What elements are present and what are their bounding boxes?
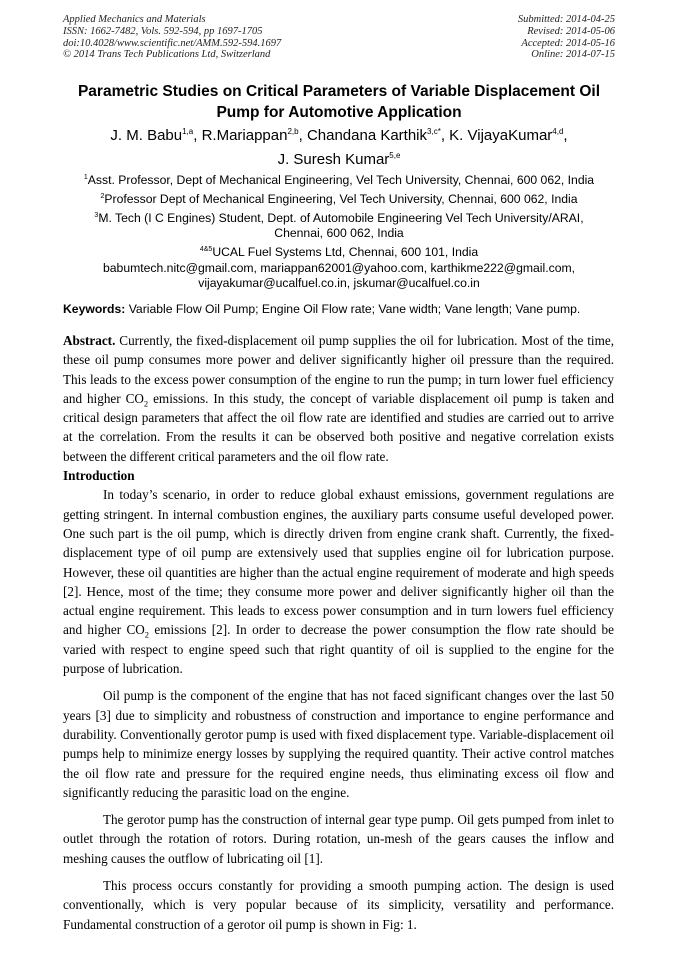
author: J. M. Babu: [110, 127, 183, 144]
copyright: © 2014 Trans Tech Publications Ltd, Switzerland: [63, 49, 271, 61]
emails: vijayakumar@ucalfuel.co.in, jskumar@ucalfuel.co.in: [198, 276, 480, 291]
abstract: [63, 331, 614, 466]
author-sup: 2,b: [287, 127, 299, 136]
affil-sup: 1: [83, 174, 88, 181]
author-sup: 4,d: [552, 127, 564, 136]
subscript: 2: [143, 398, 149, 409]
affil-text: Asst. Professor, Dept of Mechanical Engineering, Vel Tech University, Chennai, 600 062, India: [87, 173, 595, 188]
keywords-text: Variable Flow Oil Pump; Engine Oil Flow rate; Vane width; Vane length; Vane pump.: [125, 302, 581, 316]
affiliation: [40, 189, 638, 208]
keywords-label: Keywords:: [63, 302, 126, 316]
issn: ISSN: 1662-7482, Vols. 592-594, pp 1697-1705: [63, 25, 263, 37]
paragraph: [63, 485, 614, 678]
abstract-text: emissions. In this study, the concept of variable displacement oil pump is taken and critical design parameters that affect the oil flow rate are identified and studies are carried out to arrive at the correlation. From the results it can be observed both positive and negative correlation exists between the different critical parameters and the oil flow rate.: [63, 390, 614, 464]
abstract-text: Currently, the fixed-displacement oil pump supplies the oil for lubrication. Most of the time, these oil pump consumes more power and deliver significantly higher oil pressure than the required. This leads to the excess power consumption of the engine to run the pump; in turn lower fuel efficiency and higher CO: [63, 333, 614, 406]
accepted-date: Accepted: 2014-05-16: [521, 37, 615, 49]
paragraph: The gerotor pump has the construction of internal gear type pump. Oil gets pumped from inlet to outlet through the rotation of rotors. During rotation, un-mesh of the gears causes the inflow and meshing causes the outflow of lubricating oil [1].: [63, 812, 614, 866]
revised-date: Revised: 2014-05-06: [527, 25, 615, 37]
author-sup: 1,a: [182, 127, 194, 136]
doi: doi:10.4028/www.scientific.net/AMM.592-594.1697: [63, 37, 282, 49]
affil-sup: 2: [100, 192, 105, 200]
author: J. Suresh Kumar: [277, 151, 390, 168]
journal-name: Applied Mechanics and Materials: [63, 14, 206, 25]
paragraph: Oil pump is the component of the engine that has not faced significant changes over the last 50 years [3] due to simplicity and robustness of construction and importance to engine performance and durability. Conventionally gerotor pump is used with fixed displacement type. Variable-displacement oil pumps help to minimize energy losses by supplying the required quantity. Their active control matches the oil flow rate and pressure for the required engine needs, thus eliminating excess oil flow and significantly reducing the parasitic load on the engine.: [63, 688, 614, 800]
author-sup: 3,c*: [427, 127, 441, 136]
emails: babumtech.nitc@gmail.com, mariappan62001@yahoo.com, karthikme222@gmail.com,: [102, 260, 576, 275]
affiliation: [40, 242, 638, 261]
title-line: Pump for Automotive Application: [216, 104, 462, 121]
paragraph: This process occurs constantly for providing a smooth pumping action. The design is used conventionally, which is very popular because of its simplicity, versatility and performance. Fundamental construction of a gerotor oil pump is shown in Fig: 1.: [63, 878, 614, 932]
author: R.Mariappan: [201, 127, 288, 144]
affil-sup: 4&5: [199, 246, 213, 253]
section-heading: Introduction: [63, 468, 135, 484]
paragraph-text: emissions [2]. In order to decrease the power consumption the flow rate should be varied with respect to engine speed such that right quantity of oil is supplied to the engine for the purpose of lubrication.: [63, 622, 614, 677]
affiliations: [40, 170, 638, 292]
paper-body: [63, 331, 614, 934]
author-sup: 5,e: [389, 151, 401, 160]
online-date: Online: 2014-07-15: [531, 49, 615, 61]
journal-info: [63, 14, 281, 61]
affil-sup: 3: [94, 211, 99, 219]
subscript: 2: [144, 630, 150, 641]
paragraph-text: In today’s scenario, in order to reduce global exhaust emissions, government regulations are getting stringent. In internal combustion engines, the auxiliary parts consume useful developed power. One such part is the oil pump, which is directly driven from engine crank shaft. Currently, the fixed-displacement type of oil pump are extensively used that supplies engine oil for lubrication purpose. However, these oil quantities are higher than the actual engine requirement of moderate and high speeds [2]. Hence, most of the time; they consume more power and deliver significantly higher oil than the actual engine requirement. This leads to excess power consumption and in turn lowers fuel efficiency and higher CO: [63, 487, 614, 638]
author-list: J. M. Babu$^{1,a}$, R.Mariappan$^{2,b}$, Chandana Karthik$^{3,c*}$, K. VijayaKumar$^{4,d}$, J. Suresh Kumar$^{5,e}$: [110, 127, 568, 168]
title-line: Parametric Studies on Critical Parameters of Variable Displacement Oil: [77, 83, 601, 100]
submitted-date: Submitted: 2014-04-25: [517, 14, 615, 25]
paper-title: [40, 81, 638, 123]
abstract-label: Abstract.: [63, 333, 116, 348]
keywords: [63, 302, 623, 316]
affiliation: [40, 208, 638, 242]
affil-text: UCAL Fuel Systems Ltd, Chennai, 600 101, India: [212, 245, 479, 260]
affil-text: Professor Dept of Mechanical Engineering, Vel Tech University, Chennai, 600 062, India: [104, 191, 578, 206]
affil-text: M. Tech (I C Engines) Student, Dept. of Automobile Engineering Vel Tech University/ARAI, Chennai, 600 062, India: [98, 210, 584, 241]
dates-info: [518, 14, 615, 61]
author: K. VijayaKumar: [449, 127, 553, 144]
author: Chandana Karthik: [306, 127, 428, 144]
affiliation: [40, 170, 638, 189]
